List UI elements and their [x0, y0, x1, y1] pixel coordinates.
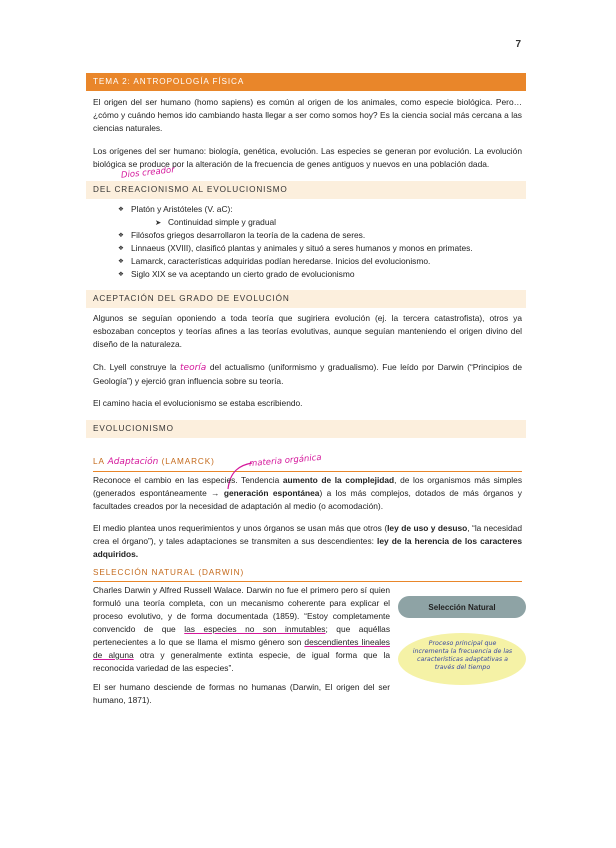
section-header-aceptacion: ACEPTACIÓN DEL GRADO DE EVOLUCIÓN — [86, 290, 526, 308]
aceptacion-paragraph-2 — [93, 361, 522, 388]
aceptacion-text-3: El camino hacia el evolucionismo se estaba escribiendo. — [93, 398, 303, 408]
seleccion-underline-2: descendientes lineales de alguna — [93, 637, 390, 660]
seleccion-text-2: El ser humano desciende de formas no humanas (Darwin, El origen del ser humano, 1871). — [93, 682, 390, 705]
list-item: ❖ Lamarck, características adquiridas podían heredarse. Inicios del evolucionismo. — [118, 255, 518, 268]
lamarck-p2-bold-2: ley de la herencia de los caracteres adquiridos. — [93, 536, 522, 559]
list-item: ❖ Platón y Aristóteles (V. aC): — [118, 203, 518, 216]
aceptacion-text-1: Algunos se seguían oponiendo a toda teoría que sugiriera evolución (ej. la tercera catastrofista), otros ya esbozaban conceptos y teorías afines a las teorías evolutivas, aunque seguían manteniendo el origen divino del diseño de la naturaleza. — [93, 313, 522, 349]
intro-paragraph — [93, 96, 522, 135]
seleccion-p1-b: ; que aquéllas pertenecientes a lo que se llama el mismo género son — [93, 624, 391, 647]
lamarck-p1-bold-1: aumento de la complejidad — [282, 475, 395, 485]
list-item: ❖ Filósofos griegos desarrollaron la teoría de la cadena de seres. — [118, 229, 518, 242]
seleccion-underline-1: las especies no son inmutables — [184, 624, 326, 634]
lamarck-p1-bold-2: generación espontánea — [223, 488, 320, 498]
aceptacion-paragraph-1 — [93, 312, 522, 351]
lamarck-p1-c: , de los organismos más simples (generados espontáneamente → — [93, 475, 523, 498]
diagram-title: Selección Natural — [428, 603, 496, 612]
lamarck-p2-c: , “la necesidad crea el órgano”), y tales adaptaciones se transmiten a sus descendientes: — [93, 523, 522, 546]
lamarck-heading-a: LA — [93, 457, 105, 466]
lamarck-heading-b: (LAMARCK) — [161, 457, 215, 466]
aceptacion-text-2 — [93, 361, 522, 388]
intro-text: El origen del ser humano (homo sapiens) es común al origen de los animales, como especie biológica. Pero… ¿cómo y cuándo hemos ido cambiando hasta llegar a ser como somos hoy? Es la ciencia social más cercana a las ciencias naturales. — [93, 97, 522, 133]
sub-list-item: ➤ Continuidad simple y gradual — [118, 216, 518, 229]
section-header-evolucionismo: EVOLUCIONISMO — [86, 420, 526, 438]
creacionismo-list — [118, 203, 518, 281]
origenes-text: Los orígenes del ser humano: biología, genética, evolución. Las especies se generan por evolución. La evolución biológica se produce por la alteración de la frecuencia de genes antiguos y nuevos en una población dada. — [93, 146, 522, 169]
list-item: ❖ Siglo XIX se va aceptando un cierto grado de evolucionismo — [118, 268, 518, 281]
aceptacion-paragraph-3 — [93, 397, 522, 410]
lamarck-p1-a: Reconoce el cambio en las especies. Tendencia — [93, 475, 280, 485]
seleccion-text-1 — [93, 584, 390, 675]
handwritten-teoria: teoría — [180, 363, 207, 373]
section-header-tema: TEMA 2: ANTROPOLOGÍA FÍSICA — [86, 73, 526, 91]
lyell-text-b: del actualismo (uniformismo y gradualismo). Fue leído por Darwin (“Principios de Geología”) y ejerció gran influencia sobre su teoría. — [93, 362, 522, 386]
seleccion-p1-c: otra y generalmente extinta especie, de igual forma que la reconocida variedad de las especies”. — [93, 650, 391, 673]
seleccion-paragraph-2 — [93, 681, 390, 707]
page-number: 7 — [515, 39, 521, 50]
diagram-text: Proceso principal que incrementa la frecuencia de las características adaptativas a través del tiempo — [412, 640, 513, 671]
section-header-creacionismo: DEL CREACIONISMO AL EVOLUCIONISMO — [86, 181, 526, 199]
handwritten-adaptacion: Adaptación — [107, 457, 159, 467]
lamarck-paragraph-2 — [93, 522, 522, 561]
seleccion-paragraph-1 — [93, 584, 390, 675]
lamarck-p2-bold-1: ley de uso y desuso — [387, 523, 468, 533]
lamarck-p2-a: El medio plantea unos requerimientos y unos órganos se usan más que otros ( — [93, 523, 388, 533]
lamarck-paragraph-1 — [93, 474, 522, 513]
lamarck-p1-d: ) a los más complejos, dotados de más órganos y facultades creados por la necesidad de adaptación al medio (o acomodación). — [93, 488, 522, 511]
handwritten-note-dios-creador: Dios creador — [120, 165, 176, 181]
lyell-text-a: Ch. Lyell construye la — [93, 362, 177, 372]
seleccion-natural-diagram — [396, 594, 531, 694]
lamarck-text-1 — [93, 474, 522, 513]
handwritten-materia-organica: materia orgánica — [248, 452, 323, 470]
list-item: ❖ Linnaeus (XVIII), clasificó plantas y animales y situó a seres humanos y monos en primates. — [118, 242, 518, 255]
lamarck-text-2 — [93, 522, 522, 561]
subheading-seleccion-natural: SELECCIÓN NATURAL (DARWIN) — [93, 566, 522, 582]
seleccion-p1-a: Charles Darwin y Alfred Russell Walace. Darwin no fue el primero pero sí quien formuló una teoría completa, con un mecanismo coherente para explicar el proceso evolutivo, y de forma documentada (1859). “Estoy completamente convencido de que — [93, 585, 390, 634]
